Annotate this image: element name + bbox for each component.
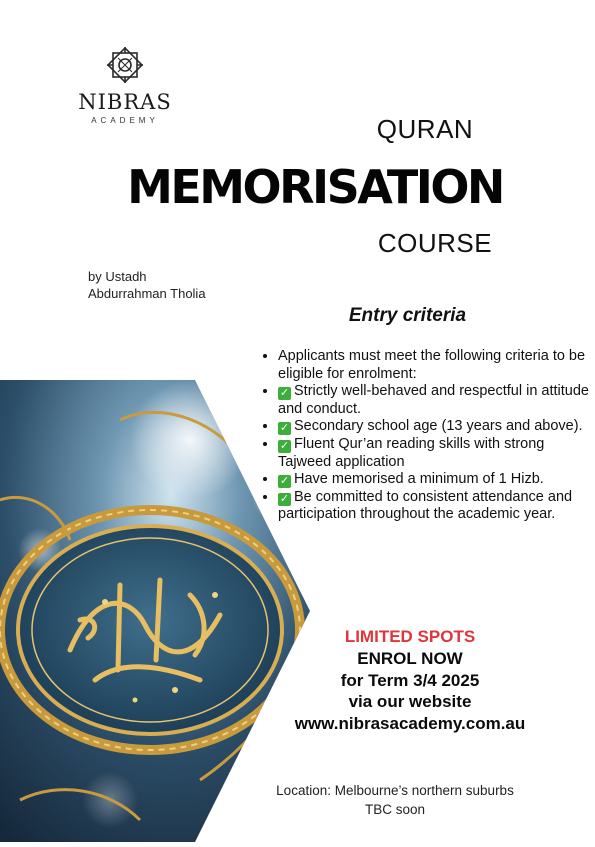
criteria-text: Fluent Qur’an reading skills with strong Tajweed application [278,435,545,470]
title-memorisation: MEMORISATION [127,160,503,214]
entry-criteria-heading: Entry criteria [348,305,467,326]
criteria-text: Applicants must meet the following criteria to be eligible for enrolment: [278,348,586,382]
quran-cover-artwork [0,380,310,842]
check-mark-icon: ✓ [279,492,290,505]
location-info [240,782,550,819]
author-line-2: Abdurrahman Tholia [88,286,206,301]
check-mark-icon: ✓ [279,475,290,488]
term-label: for Term 3/4 2025 [340,670,480,690]
author-line-1: by Ustadh [88,269,147,284]
website-link[interactable]: www.nibrasacademy.com.au [294,713,526,733]
criteria-text: Secondary school age (13 years and above). [294,418,583,435]
criteria-item [278,436,595,471]
location-line-2: TBC soon [364,801,426,817]
check-mark-icon: ✓ [279,422,290,435]
criteria-text: Be committed to consistent attendance and participation throughout the academic year. [278,488,573,523]
brand-name: NIBRAS [78,90,172,114]
criteria-text: Strictly well-behaved and respectful in attitude and conduct. [278,383,589,417]
location-line-1: Location: Melbourne’s northern suburbs [276,783,514,798]
via-website-label: via our website [348,692,472,711]
enrol-now-label: ENROL NOW [357,649,463,668]
criteria-item [278,383,595,418]
criteria-item [278,418,595,436]
criteria-text: Have memorised a minimum of 1 Hizb. [294,471,544,488]
author-credit [88,268,258,302]
criteria-item [278,489,595,524]
check-mark-icon: ✓ [279,387,290,400]
logo-mark-icon [104,44,146,86]
criteria-item [278,348,595,383]
criteria-item [278,471,595,489]
check-mark-icon: ✓ [279,439,290,452]
title-course: COURSE [377,228,493,258]
brand-subtitle: ACADEMY [91,116,159,125]
limited-spots-label: LIMITED SPOTS [344,627,476,646]
title-quran: QURAN [376,114,474,144]
call-to-action [250,626,570,734]
